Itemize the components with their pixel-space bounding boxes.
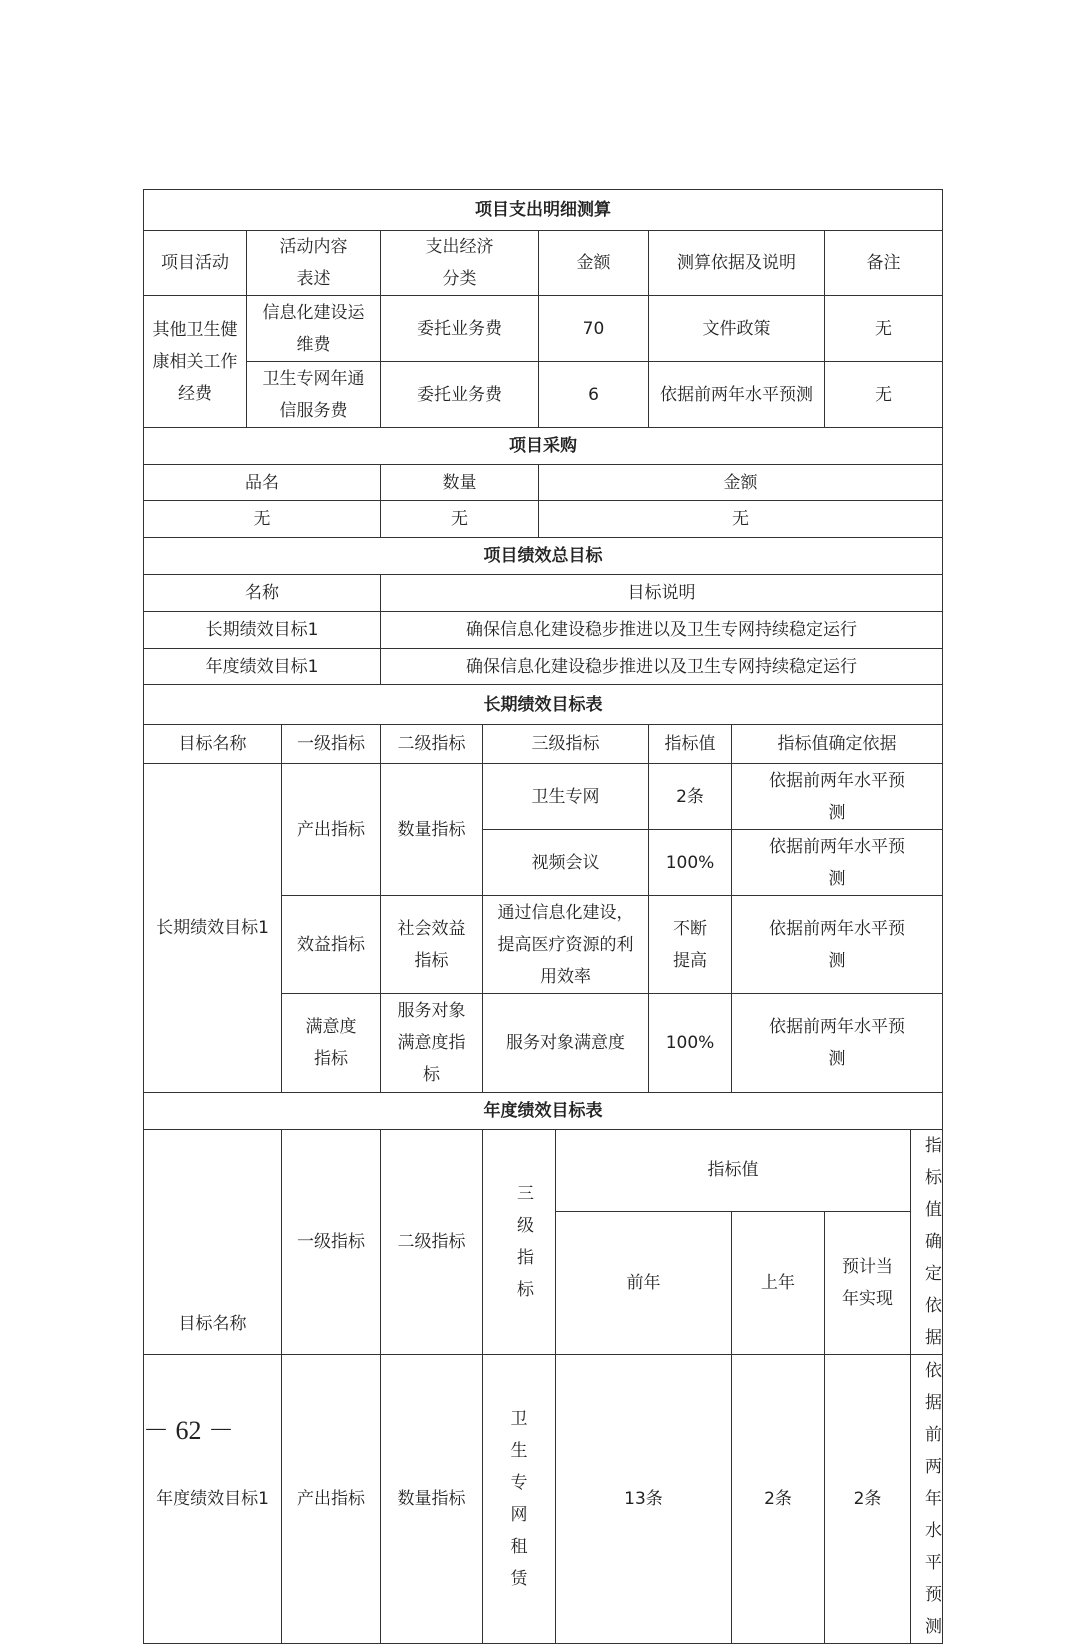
long-term-output-level3: 卫生专网 (483, 764, 649, 830)
overall-goal-section-title: 项目绩效总目标 (144, 538, 943, 575)
long-term-header-level3: 三级指标 (483, 725, 649, 764)
long-term-satisfaction-basis: 依据前两年水平预测 (732, 994, 943, 1093)
expense-row-remark: 无 (825, 362, 943, 428)
long-term-section-title: 长期绩效目标表 (144, 685, 943, 725)
annual-header-value-group: 指标值 (556, 1130, 911, 1212)
long-term-satisfaction-level2: 服务对象满意度指标 (381, 994, 483, 1093)
long-term-benefit-level1: 效益指标 (282, 896, 381, 994)
expense-row-amount: 70 (539, 296, 649, 362)
expense-row-category: 委托业务费 (381, 362, 539, 428)
expense-section-title: 项目支出明细测算 (144, 190, 943, 231)
page-number: － 62 － (143, 1416, 235, 1445)
annual-header-prev-year: 前年 (556, 1211, 732, 1354)
annual-level2: 数量指标 (381, 1355, 483, 1644)
budget-table (143, 189, 943, 1644)
overall-goal-header-desc: 目标说明 (381, 575, 943, 612)
expense-header-activity: 项目活动 (144, 231, 247, 296)
long-term-header-value: 指标值 (649, 725, 732, 764)
expense-row-basis: 依据前两年水平预测 (649, 362, 825, 428)
long-term-benefit-level2: 社会效益指标 (381, 896, 483, 994)
long-term-benefit-basis: 依据前两年水平预测 (732, 896, 943, 994)
annual-level1: 产出指标 (282, 1355, 381, 1644)
annual-header-basis: 指标值确定依据 (911, 1130, 943, 1355)
procurement-header-amount: 金额 (539, 465, 943, 501)
long-term-output-level3: 视频会议 (483, 830, 649, 896)
procurement-header-quantity: 数量 (381, 465, 539, 501)
annual-last-year-value: 2条 (732, 1355, 825, 1644)
procurement-cell-amount: 无 (539, 501, 943, 538)
annual-prev-year-value: 13条 (556, 1355, 732, 1644)
annual-expected-value: 2条 (825, 1355, 911, 1644)
long-term-satisfaction-level3: 服务对象满意度 (483, 994, 649, 1093)
annual-goal-name: 年度绩效目标1 (144, 1355, 282, 1644)
overall-goal-desc: 确保信息化建设稳步推进以及卫生专网持续稳定运行 (381, 612, 943, 649)
long-term-satisfaction-value: 100% (649, 994, 732, 1093)
long-term-header-level2: 二级指标 (381, 725, 483, 764)
expense-header-category: 支出经济分类 (381, 231, 539, 296)
long-term-output-basis: 依据前两年水平预测 (732, 830, 943, 896)
long-term-header-basis: 指标值确定依据 (732, 725, 943, 764)
annual-basis: 依据前两年水平预测 (911, 1355, 943, 1644)
expense-header-basis: 测算依据及说明 (649, 231, 825, 296)
expense-row-basis: 文件政策 (649, 296, 825, 362)
annual-header-last-year: 上年 (732, 1211, 825, 1354)
annual-header-expected: 预计当年实现 (825, 1211, 911, 1354)
annual-header-level3: 三级指标 (483, 1130, 556, 1355)
annual-header-goal: 目标名称 (144, 1130, 282, 1355)
procurement-cell-name: 无 (144, 501, 381, 538)
overall-goal-name: 长期绩效目标1 (144, 612, 381, 649)
procurement-cell-quantity: 无 (381, 501, 539, 538)
expense-row-amount: 6 (539, 362, 649, 428)
long-term-output-basis: 依据前两年水平预测 (732, 764, 943, 830)
expense-row-content: 卫生专网年通信服务费 (247, 362, 381, 428)
long-term-header-level1: 一级指标 (282, 725, 381, 764)
long-term-satisfaction-level1: 满意度指标 (282, 994, 381, 1093)
procurement-section-title: 项目采购 (144, 428, 943, 465)
long-term-benefit-value: 不断提高 (649, 896, 732, 994)
annual-header-level2: 二级指标 (381, 1130, 483, 1355)
long-term-output-level1: 产出指标 (282, 764, 381, 896)
long-term-header-goal: 目标名称 (144, 725, 282, 764)
expense-header-amount: 金额 (539, 231, 649, 296)
expense-row-category: 委托业务费 (381, 296, 539, 362)
long-term-benefit-level3: 通过信息化建设，提高医疗资源的利用效率 (483, 896, 649, 994)
annual-section-title: 年度绩效目标表 (144, 1093, 943, 1130)
overall-goal-header-name: 名称 (144, 575, 381, 612)
expense-header-remark: 备注 (825, 231, 943, 296)
expense-row-content: 信息化建设运维费 (247, 296, 381, 362)
long-term-output-value: 100% (649, 830, 732, 896)
annual-header-level1: 一级指标 (282, 1130, 381, 1355)
long-term-output-value: 2条 (649, 764, 732, 830)
annual-level3: 卫生专网租赁 (483, 1355, 556, 1644)
expense-activity-name: 其他卫生健康相关工作经费 (144, 296, 247, 428)
overall-goal-desc: 确保信息化建设稳步推进以及卫生专网持续稳定运行 (381, 649, 943, 685)
long-term-output-level2: 数量指标 (381, 764, 483, 896)
expense-header-content: 活动内容表述 (247, 231, 381, 296)
procurement-header-name: 品名 (144, 465, 381, 501)
expense-row-remark: 无 (825, 296, 943, 362)
overall-goal-name: 年度绩效目标1 (144, 649, 381, 685)
long-term-goal-name: 长期绩效目标1 (144, 764, 282, 1093)
